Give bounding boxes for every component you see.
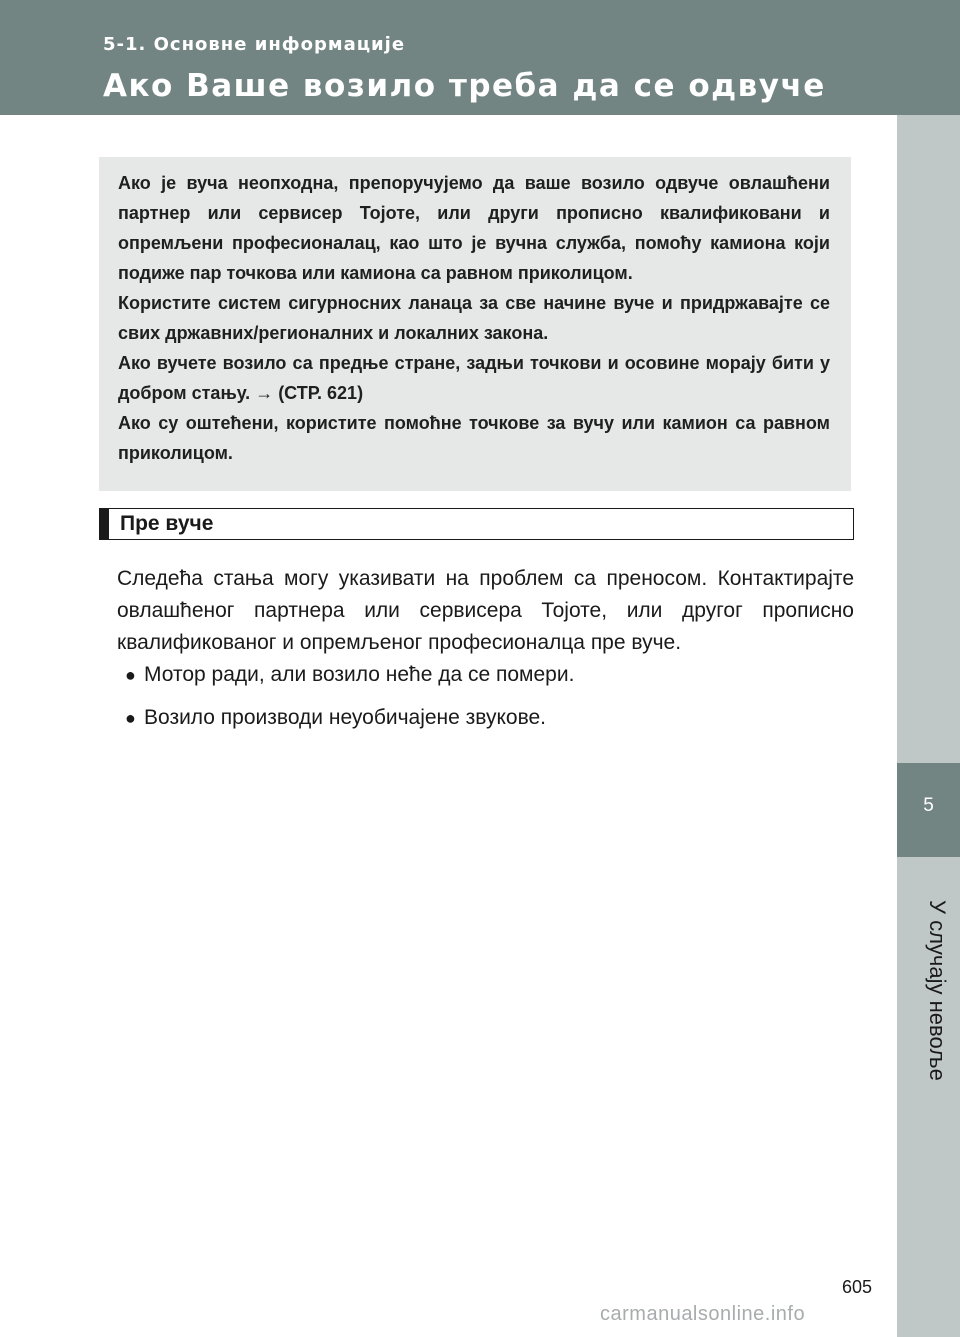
subheading-box <box>99 508 854 540</box>
section-label: 5-1. Основне информације <box>103 34 406 55</box>
page-title: Ако Ваше возило треба да се одвуче <box>103 68 826 104</box>
bullet-icon: ● <box>125 708 136 728</box>
intro-paragraph: Користите систем сигурносних ланаца за све начине вуче и придржавајте се свих државних/регионалних и локалних закона. <box>118 293 830 343</box>
intro-paragraph: Ако су оштећени, користите помоћне точкове за вучу или камион са равном приколицом. <box>118 413 830 463</box>
chapter-title: У случају невоље <box>925 900 950 1081</box>
subheading-title: Пре вуче <box>120 512 214 535</box>
list-item <box>125 659 574 691</box>
body-paragraph: Следећа стања могу указивати на проблем са преносом. Контактирајте овлашћеног партнера или сервисера Тојоте, или другог прописно квалификованог и опремљеног професионалца пре вуче. <box>117 567 854 654</box>
header-bar <box>0 0 960 115</box>
page-number: 605 <box>842 1277 873 1297</box>
bullet-icon: ● <box>125 665 136 685</box>
watermark: carmanualsonline.info <box>600 1303 806 1325</box>
intro-text <box>118 168 830 468</box>
intro-paragraph: Ако вучете возило са предње стране, задњи точкови и осовине морају бити у добром стању. → (СТР. 621) <box>118 353 830 403</box>
list-item-text: Мотор ради, али возило неће да се помери. <box>144 663 575 686</box>
list-item <box>125 702 546 734</box>
list-item-text: Возило производи неуобичајене звукове. <box>144 706 547 729</box>
chapter-side-tab <box>897 115 960 1337</box>
intro-paragraph: Ако је вуча неопходна, препоручујемо да ваше возило одвуче овлашћени партнер или сервисер Тојоте, или други прописно квалификовани и опремљени професионалац, као што је вучна служба, помоћу камиона који подиже пар точкова или камиона са равном приколицом. <box>118 173 830 283</box>
subheading-bar <box>100 509 109 539</box>
chapter-number: 5 <box>923 795 934 816</box>
